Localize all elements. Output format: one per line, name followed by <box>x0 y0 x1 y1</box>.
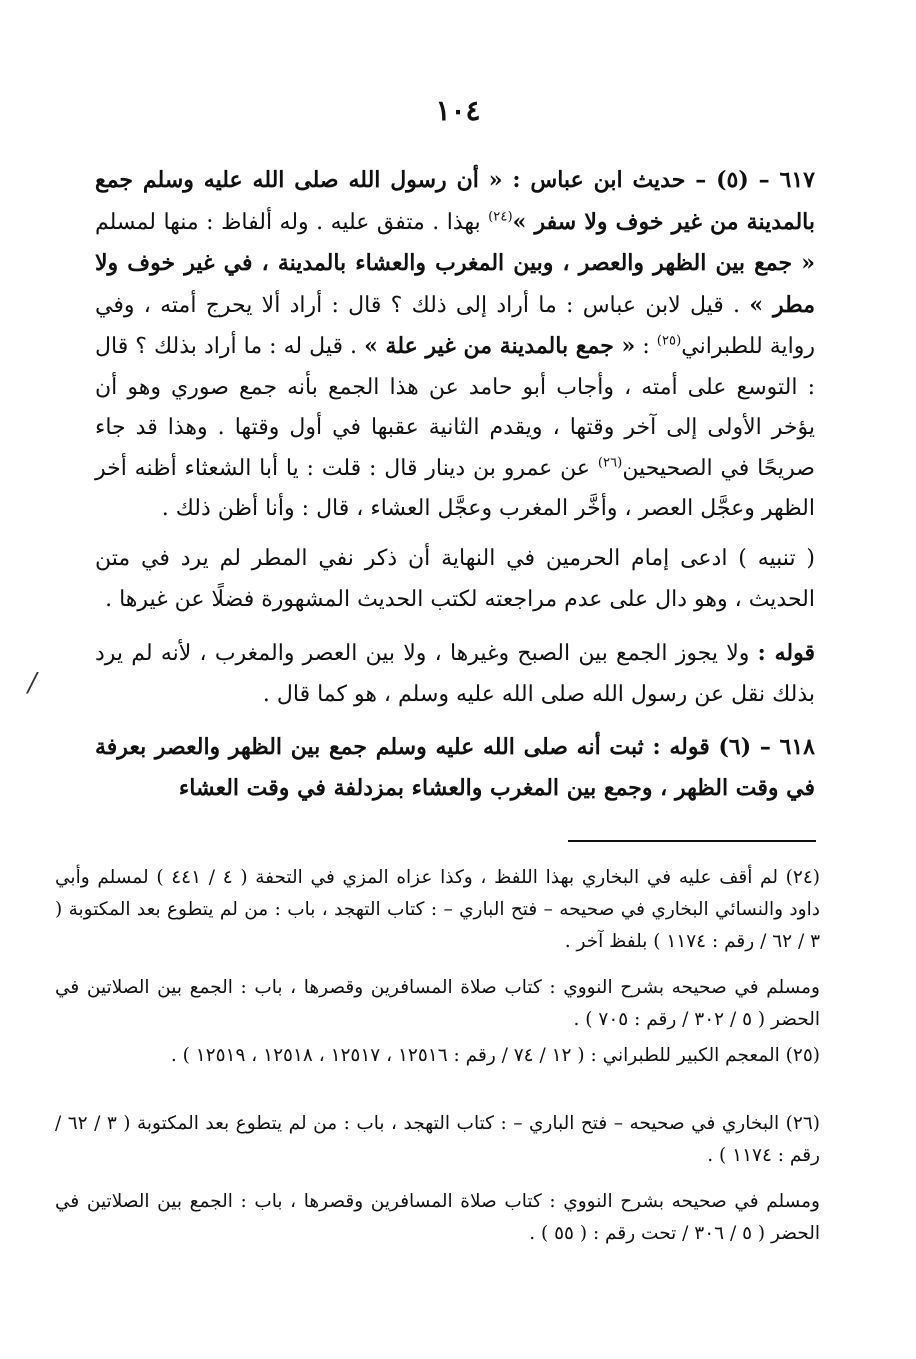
footnote-separator <box>568 840 816 842</box>
footnote-24: (٢٤) لم أقف عليه في البخاري بهذا اللفظ ، وكذا عزاه المزي في التحفة ( ٤ / ٤٤١ ) لمسلم وأبي داود والنسائي البخاري في صحيحه – فتح الباري – : كتاب التهجد ، باب : من لم يتطوع بعد المكتوبة ( ٣ / ٦٢ / رقم : ١١٧٤ ) بلفظ آخر . <box>55 867 820 952</box>
hadith-617-text-6: عن عمرو بن دينار قال : قلت : يا أبا الشعثاء أظنه أخر الظهر وعجَّل العصر ، وأخَّر المغرب وعجَّل العشاء ، قال : وأنا أظن ذلك . <box>95 455 815 521</box>
footnote-ref-25[interactable]: (٢٥) <box>656 333 682 349</box>
page-number: ١٠٤ <box>435 94 481 127</box>
margin-pen-mark: / <box>28 668 37 698</box>
hadith-617-text-2: . وله ألفاظ : منها لمسلم <box>95 209 331 235</box>
tanbih-paragraph: ( تنبيه ) ادعى إمام الحرمين في النهاية أن ذكر نفي المطر لم يرد في متن الحديث ، وهو دال على عدم مراجعته لكتب الحديث المشهورة فضلًا عن غيرها . <box>95 546 815 612</box>
hadith-617-text-5: . قيل له : ما أراد بذلك ؟ قال : التوسع على أمته ، وأجاب أبو حامد عن هذا الجمع بأنه جمع صوري وهو أن يؤخر الأولى إلى آخر وقتها ، ويقدم الثانية عقبها في أول وقتها . وهذا قد جاء صريحًا في الصحيحين <box>95 334 815 481</box>
footnote-24-continued: ومسلم في صحيحه بشرح النووي : كتاب صلاة المسافرين وقصرها ، باب : الجمع بين الصلاتين في الحضر ( ٥ / ٣٠٢ / رقم : ٧٠٥ ) . <box>55 977 820 1030</box>
hadith-618-paragraph <box>95 727 815 808</box>
hadith-618-heading: ٦١٨ – (٦) قوله : <box>652 734 815 760</box>
hadith-617-heading: ٦١٧ – (٥) – حديث ابن عباس : « أن رسول الله صلى الله عليه وسلم جمع بالمدينة من غير خوف ولا سفر » <box>95 167 816 235</box>
qawl-text: ولا يجوز الجمع بين الصبح وغيرها ، ولا بين العصر والمغرب ، لأنه لم يرد بذلك نقل عن رسول الله صلى الله عليه وسلم ، هو كما قال . <box>95 641 815 707</box>
hadith-617-text-4: : <box>635 334 657 359</box>
footnote-26-continued: ومسلم في صحيحه بشرح النووي : كتاب صلاة المسافرين وقصرها ، باب : الجمع بين الصلاتين في الحضر ( ٥ / ٣٠٦ / تحت رقم : ( ٥٥ ) . <box>55 1191 820 1244</box>
qawl-label: قوله : <box>757 640 815 666</box>
hadith-617-paragraph <box>95 160 815 530</box>
footnote-ref-24[interactable]: (٢٤) <box>488 209 513 225</box>
footnote-25: (٢٥) المعجم الكبير للطبراني : ( ١٢ / ٧٤ / رقم : ١٢٥١٦ ، ١٢٥١٧ ، ١٢٥١٨ ، ١٢٥١٩ ) . <box>170 1045 820 1066</box>
hadith-617-tabarani-wording: « جمع بالمدينة من غير علة » <box>364 333 636 359</box>
footnote-ref-26[interactable]: (٢٦) <box>597 455 623 471</box>
footnote-26: (٢٦) البخاري في صحيحه – فتح الباري – : كتاب التهجد ، باب : من لم يتطوع بعد المكتوبة ( ٣ / ٦٢ / رقم : ١١٧٤ ) . <box>55 1113 820 1166</box>
qawl-paragraph <box>95 633 815 715</box>
hadith-617-text-1: بهذا . متفق عليه <box>330 209 489 235</box>
hadith-618-text: ثبت أنه صلى الله عليه وسلم جمع بين الظهر والعصر بعرفة في وقت الظهر ، وجمع بين المغرب والعشاء بمزدلفة في وقت العشاء <box>95 734 815 801</box>
hadith-617-text-3: . قيل لابن عباس : ما أراد إلى ذلك ؟ قال : أراد ألا يحرج أمته ، وفي رواية للطبراني <box>95 292 815 359</box>
hadith-617-muslim-wording: « جمع بين الظهر والعصر ، وبين المغرب والعشاء بالمدينة ، في غير خوف ولا مطر » <box>95 250 815 318</box>
